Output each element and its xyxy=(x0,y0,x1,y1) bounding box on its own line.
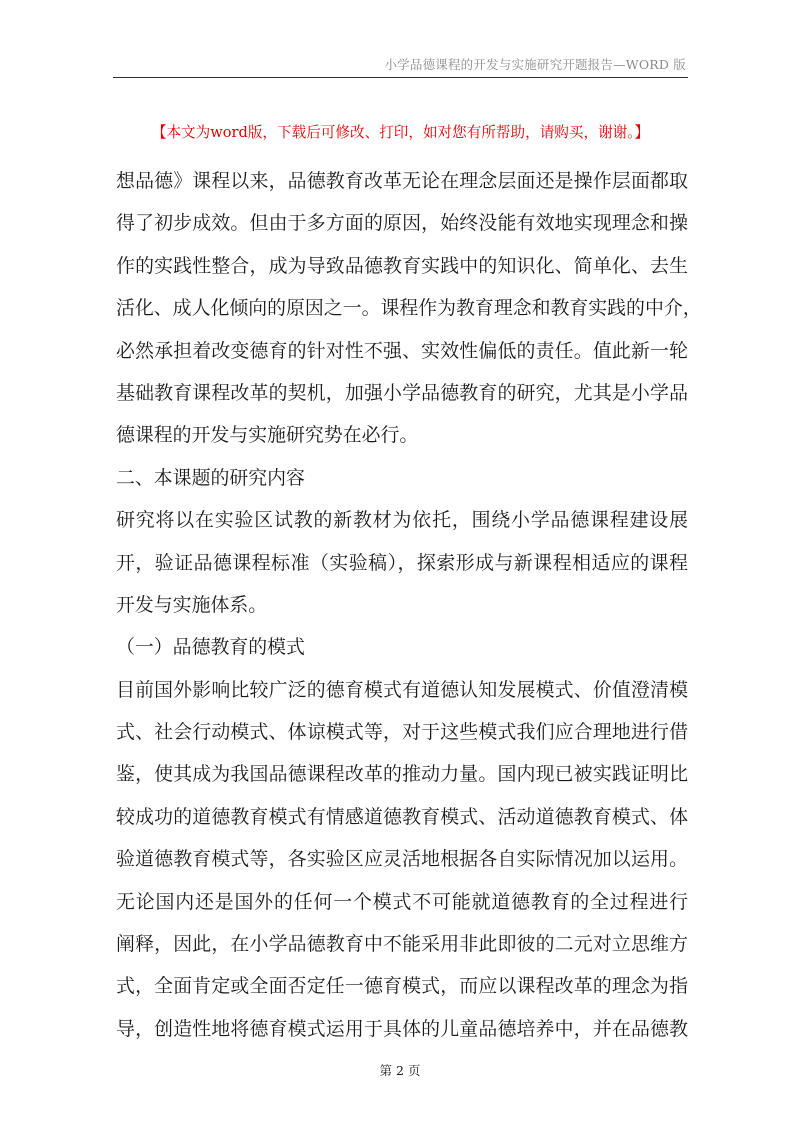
body-line: 无论国内还是国外的任何一个模式不可能就道德教育的全过程进行 xyxy=(116,890,688,913)
body-line: 得了初步成效。但由于多方面的原因，始终没能有效地实现理念和操 xyxy=(116,212,688,235)
body-line: 开发与实施体系。 xyxy=(116,593,268,616)
body-line: 阐释，因此，在小学品德教育中不能采用非此即彼的二元对立思维方 xyxy=(116,933,688,956)
body-line: 目前国外影响比较广泛的德育模式有道德认知发展模式、价值澄清模 xyxy=(116,678,688,701)
section-heading: 二、本课题的研究内容 xyxy=(116,466,305,489)
body-line: 验道德教育模式等，各实验区应灵活地根据各自实际情况加以运用。 xyxy=(116,848,688,871)
body-line: 导，创造性地将德育模式运用于具体的儿童品德培养中，并在品德教 xyxy=(116,1017,688,1040)
body-line: 研究将以在实验区试教的新教材为依托，围绕小学品德课程建设展 xyxy=(116,509,688,532)
body-line: 作的实践性整合，成为导致品德教育实践中的知识化、简单化、去生 xyxy=(116,254,688,277)
body-line: 式、社会行动模式、体谅模式等，对于这些模式我们应合理地进行借 xyxy=(116,721,688,744)
body-line: 开，验证品德课程标准（实验稿），探索形成与新课程相适应的课程 xyxy=(116,551,688,574)
body-line: 较成功的道德教育模式有情感道德教育模式、活动道德教育模式、体 xyxy=(116,805,688,828)
body-line: 必然承担着改变德育的针对性不强、实效性偏低的责任。值此新一轮 xyxy=(116,339,688,362)
running-header: 小学品德课程的开发与实施研究开题报告—WORD 版 xyxy=(384,57,686,72)
body-line: 想品德》课程以来，品德教育改革无论在理念层面还是操作层面都取 xyxy=(116,170,688,192)
document-body xyxy=(116,160,702,1050)
header-divider xyxy=(113,77,688,78)
body-line: 德课程的开发与实施研究势在必行。 xyxy=(116,424,419,447)
download-notice: 【本文为word版，下载后可修改、打印，如对您有所帮助，请购买，谢谢。】 xyxy=(151,124,650,141)
body-line: 活化、成人化倾向的原因之一。课程作为教育理念和教育实践的中介， xyxy=(116,297,702,320)
body-line: 基础教育课程改革的契机，加强小学品德教育的研究，尤其是小学品 xyxy=(116,381,688,404)
body-line: 式，全面肯定或全面否定任一德育模式，而应以课程改革的理念为指 xyxy=(116,975,688,998)
page-number: 第 2 页 xyxy=(379,1063,421,1078)
subsection-heading: （一）品德教育的模式 xyxy=(116,636,305,659)
body-line: 鉴，使其成为我国品德课程改革的推动力量。国内现已被实践证明比 xyxy=(116,763,688,786)
